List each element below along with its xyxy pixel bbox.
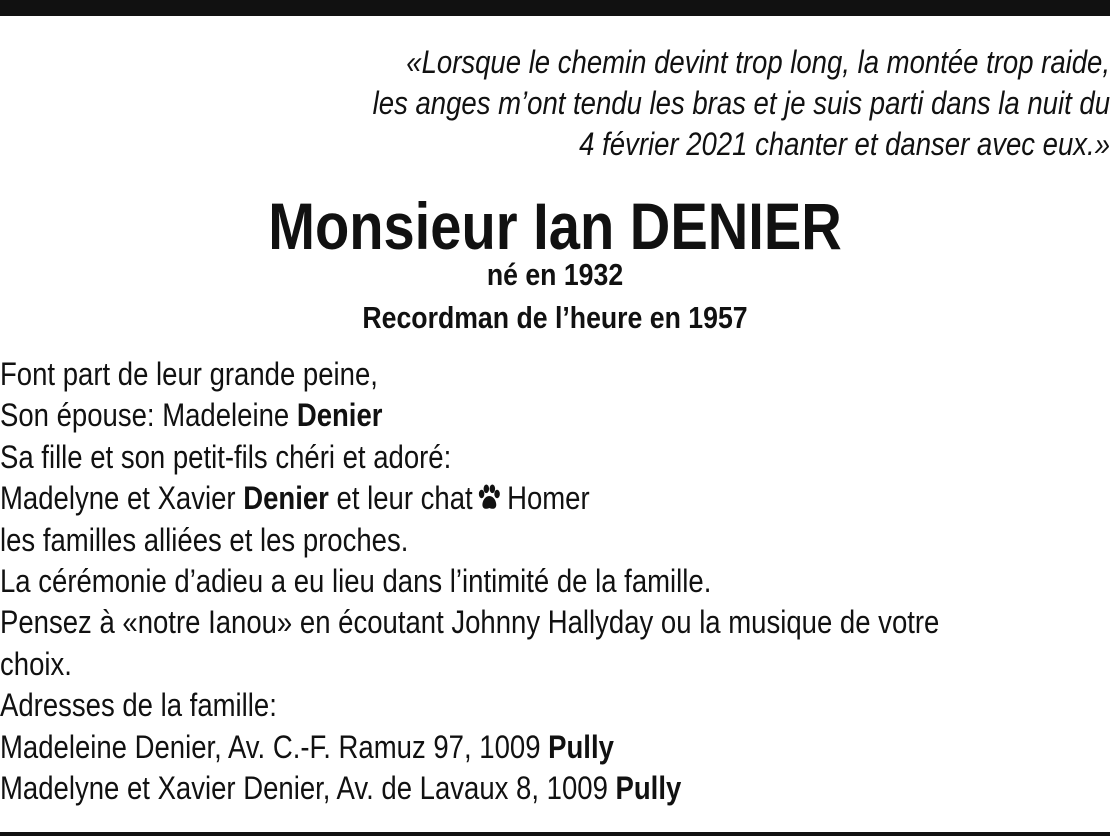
city-name: Pully [548, 728, 614, 765]
quote-line: «Lorsque le chemin devint trop long, la montée trop raide, [406, 44, 1110, 80]
family-name: Denier [296, 397, 383, 434]
body-line [0, 395, 1110, 436]
family-name: Denier [243, 480, 329, 517]
address-text: Madeleine Denier, Av. C.-F. Ramuz 97, 1009 [0, 728, 549, 765]
epitaph-quote [155, 42, 1110, 165]
deceased-title: Recordman de l’heure en 1957 [362, 300, 748, 335]
birth-year: né en 1932 [486, 257, 624, 292]
body-text: et leur chat [328, 480, 473, 517]
announcement-body [0, 354, 1110, 809]
top-rule [0, 0, 1110, 16]
body-line: les familles alliées et les proches. [0, 521, 409, 558]
deceased-name: Monsieur Ian DENIER [268, 189, 842, 263]
bottom-rule [0, 832, 1110, 836]
city-name: Pully [615, 770, 682, 807]
address-line [0, 768, 1110, 809]
body-line: Adresses de la famille: [0, 687, 277, 724]
body-line: choix. [0, 645, 72, 682]
body-text: Madelyne et Xavier [0, 480, 244, 517]
address-line [0, 727, 1110, 768]
body-text: Son épouse: Madeleine [0, 397, 297, 434]
quote-line: 4 février 2021 chanter et danser avec eux.» [579, 126, 1110, 162]
body-line: La cérémonie d’adieu a eu lieu dans l’intimité de la famille. [0, 563, 712, 600]
body-line: Sa fille et son petit-fils chéri et adoré: [0, 438, 452, 475]
body-line: Pensez à «notre Ianou» en écoutant Johnny Hallyday ou la musique de votre [0, 604, 940, 641]
paw-icon [476, 484, 502, 512]
body-line: Font part de leur grande peine, [0, 356, 378, 392]
quote-line: les anges m’ont tendu les bras et je suis parti dans la nuit du [372, 85, 1110, 121]
address-text: Madelyne et Xavier Denier, Av. de Lavaux 8, 1009 [0, 770, 616, 807]
cat-name: Homer [507, 480, 590, 517]
body-line [0, 478, 1110, 519]
